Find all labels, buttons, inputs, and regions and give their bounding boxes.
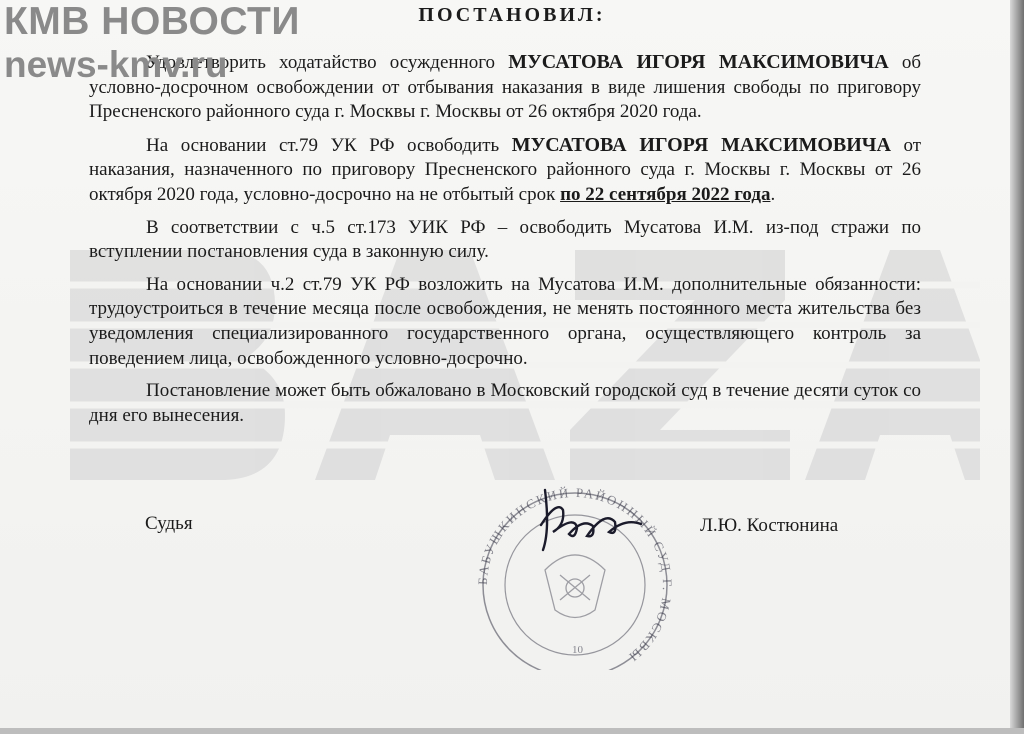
p2-text-a: На основании ст.79 УК РФ освободить xyxy=(146,134,512,156)
judge-title: Судья xyxy=(145,513,193,534)
seal-ring-text: БАБУШКИНСКИЙ РАЙОННЫЙ СУД Г. МОСКВЫ xyxy=(474,484,676,666)
judge-name: Л.Ю. Костюнина xyxy=(700,515,839,536)
svg-text:БАБУШКИНСКИЙ РАЙОННЫЙ СУД Г. М xyxy=(475,485,675,666)
scan-bottom-edge xyxy=(0,728,1024,734)
paragraph-3: В соответствии с ч.5 ст.173 УИК РФ – освободить Мусатова И.М. из-под стражи по вступлении постановления суда в законную силу. xyxy=(89,216,921,263)
site-name: КМВ НОВОСТИ xyxy=(4,0,300,43)
news-site-label xyxy=(4,0,300,85)
release-date: по 22 сентября 2022 года xyxy=(560,183,771,205)
p1-text-b: об условно-досрочном освобождении от отбывания наказания в виде лишения свободы по приговору Пресненского районного суда г. Москвы г. Москвы от 26 октября 2020 года. xyxy=(89,52,922,123)
convict-name-1: МУСАТОВА ИГОРЯ МАКСИМОВИЧА xyxy=(508,51,889,73)
paragraph-4: На основании ч.2 ст.79 УК РФ возложить на Мусатова И.М. дополнительные обязанности: трудоустроиться в течение месяца после освобождения, не менять постоянного места жительства без уведомления специализированного государственного органа, осуществляющего контроль за поведением лица, освобожденного условно-досрочно. xyxy=(89,273,921,369)
scan-edge xyxy=(1010,0,1024,734)
site-url: news-kmv.ru xyxy=(4,43,228,85)
seal-number: 10 xyxy=(572,644,583,656)
p1-text-a: Удовлетворить ходатайство осужденного xyxy=(146,52,509,73)
paragraph-2 xyxy=(89,133,921,208)
paragraph-5: Постановление может быть обжаловано в Московский городской суд в течение десяти суток со дня его вынесения. xyxy=(89,380,921,426)
convict-name-2: МУСАТОВА ИГОРЯ МАКСИМОВИЧА xyxy=(511,133,891,156)
document-body xyxy=(89,50,921,436)
p2-end: . xyxy=(770,183,776,205)
p2-text-b: от наказания, назначенного по приговору Пресненского районного суда г. Москвы г. Москвы от 26 октября 2020 года, условно-досрочно на не отбытый срок xyxy=(89,134,921,205)
court-seal xyxy=(445,470,705,670)
document-heading: ПОСТАНОВИЛ: xyxy=(418,4,606,26)
